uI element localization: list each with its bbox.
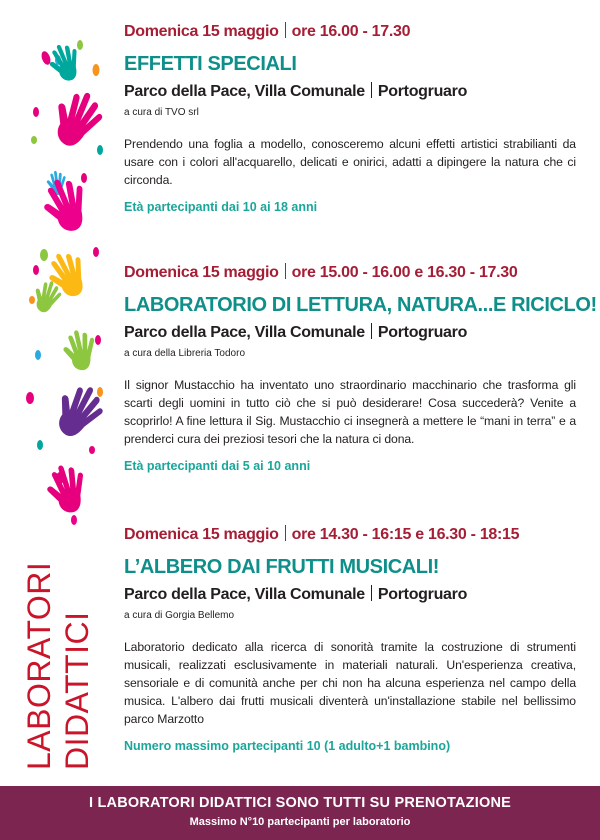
- venue-name: Parco della Pace, Villa Comunale: [124, 83, 365, 100]
- booking-banner: [0, 786, 600, 840]
- event-description: Il signor Mustacchio ha inventato uno straordinario macchinario che trasforma gli scarti degli uomini in tutto ciò che si può desiderare! Cosa succederà? Venite a scoprirlo! A fine lettura il Sig. Mustacchio ci insegnerà a mettere le “mani in terra” e a prenderci cura dei preziosi tesori che la natura ci dona.: [124, 378, 576, 446]
- booking-notice: I LABORATORI DIDATTICI SONO TUTTI SU PRENOTAZIONE: [89, 795, 511, 811]
- event-participants: Età partecipanti dai 5 ai 10 anni: [124, 459, 311, 473]
- event-date: Domenica 15 maggio: [124, 23, 279, 40]
- event-item: [124, 263, 597, 474]
- event-venue: [124, 585, 576, 605]
- painted-hands-illustration: [0, 0, 120, 540]
- side-title-line2: DIDATTICI: [59, 611, 95, 770]
- event-date: Domenica 15 maggio: [124, 264, 279, 281]
- event-title: LABORATORIO DI LETTURA, NATURA...E RICICLO!: [124, 294, 597, 316]
- side-title: [22, 555, 118, 770]
- event-venue: [124, 323, 576, 343]
- venue-name: Parco della Pace, Villa Comunale: [124, 586, 365, 603]
- event-datetime: [124, 263, 576, 283]
- max-participants-notice: Massimo N°10 partecipanti per laboratorio: [189, 816, 411, 828]
- event-time: ore 15.00 - 16.00 e 16.30 - 17.30: [291, 264, 518, 281]
- event-curator: a cura di TVO srl: [124, 107, 199, 118]
- side-title-line1: LABORATORI: [21, 561, 57, 770]
- event-item: [124, 525, 576, 754]
- event-time: ore 14.30 - 16:15 e 16.30 - 18:15: [291, 526, 520, 543]
- event-participants: Numero massimo partecipanti 10 (1 adulto+1 bambino): [124, 739, 451, 753]
- event-datetime: [124, 525, 576, 545]
- event-description: Prendendo una foglia a modello, conosceremo alcuni effetti artistici strabilianti da usare con i colori all'acquarello, delicati e onirici, adatti a dipingere la natura che ci circonda.: [124, 137, 576, 187]
- event-time: ore 16.00 - 17.30: [291, 23, 411, 40]
- event-title: L’ALBERO DAI FRUTTI MUSICALI!: [124, 556, 440, 578]
- event-participants: Età partecipanti dai 10 ai 18 anni: [124, 200, 318, 214]
- venue-city: Portogruaro: [377, 83, 468, 100]
- event-datetime: [124, 22, 576, 42]
- venue-city: Portogruaro: [377, 586, 468, 603]
- event-description: Laboratorio dedicato alla ricerca di sonorità tramite la costruzione di strumenti musicali, realizzati esclusivamente in materiali naturali. Un'esperienza creativa, sensoriale e di comunità anche per chi non ha alcuna esperienza nel campo della musica. L'albero dai frutti musicali diventerà un'installazione stabile nel bellissimo parco Marzotto: [124, 640, 576, 726]
- event-curator: a cura di Gorgia Bellemo: [124, 610, 235, 621]
- event-item: [124, 22, 576, 215]
- event-venue: [124, 82, 576, 102]
- event-curator: a cura della Libreria Todoro: [124, 348, 246, 359]
- venue-name: Parco della Pace, Villa Comunale: [124, 324, 365, 341]
- venue-city: Portogruaro: [377, 324, 468, 341]
- event-date: Domenica 15 maggio: [124, 526, 279, 543]
- event-title: EFFETTI SPECIALI: [124, 53, 297, 75]
